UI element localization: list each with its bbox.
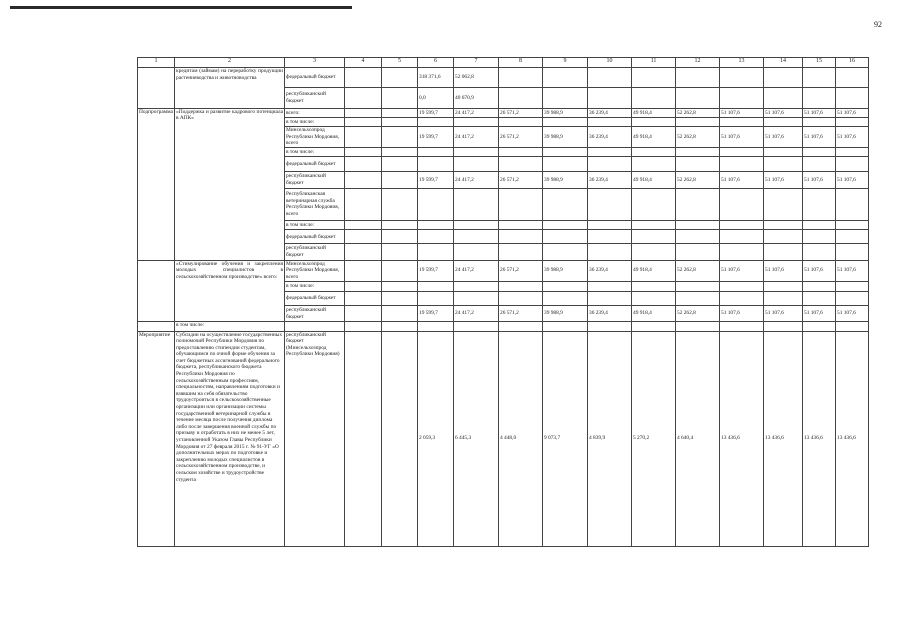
value-cell [454, 188, 499, 220]
value-cell: 0,0 [418, 88, 454, 108]
value-cell [632, 281, 676, 291]
value-cell [764, 322, 803, 331]
value-cell: 19 599,7 [418, 126, 454, 147]
value-cell [382, 68, 418, 88]
value-cell: 4 640,4 [676, 331, 720, 547]
value-cell [418, 221, 454, 230]
value-cell: 24 417,2 [454, 108, 499, 117]
value-cell [345, 230, 382, 244]
value-cell [543, 148, 588, 157]
value-cell [720, 88, 764, 108]
value-cell: 5 270,2 [632, 331, 676, 547]
column-header: 11 [632, 58, 676, 68]
value-cell [588, 230, 632, 244]
value-cell: 39 988,9 [543, 172, 588, 188]
value-cell [632, 291, 676, 305]
value-cell: 4 839,9 [588, 331, 632, 547]
value-cell: 26 571,2 [499, 260, 543, 281]
value-cell [720, 281, 764, 291]
value-cell [803, 221, 836, 230]
value-cell [543, 221, 588, 230]
value-cell [418, 157, 454, 172]
funding-source: республиканский бюджет (Минсельхозпрод Республики Мордовия) [285, 331, 345, 547]
value-cell [454, 157, 499, 172]
empty-cell [138, 322, 175, 331]
value-cell: 39 988,9 [543, 306, 588, 322]
value-cell [720, 148, 764, 157]
value-cell [382, 88, 418, 108]
table-row [138, 260, 869, 281]
value-cell [345, 306, 382, 322]
value-cell [588, 117, 632, 126]
column-header: 7 [454, 58, 499, 68]
value-cell: 51 107,6 [720, 126, 764, 147]
value-cell: 51 107,6 [803, 108, 836, 117]
value-cell: 51 107,6 [836, 306, 869, 322]
value-cell: 51 107,6 [764, 306, 803, 322]
column-header: 6 [418, 58, 454, 68]
value-cell: 26 571,2 [499, 306, 543, 322]
value-cell: 51 107,6 [764, 108, 803, 117]
value-cell [499, 157, 543, 172]
funding-source: республиканский бюджет [285, 88, 345, 108]
value-cell [382, 331, 418, 547]
value-cell [632, 68, 676, 88]
value-cell [632, 322, 676, 331]
value-cell [345, 108, 382, 117]
value-cell [588, 88, 632, 108]
value-cell: 51 107,6 [764, 260, 803, 281]
value-cell [632, 230, 676, 244]
column-header: 8 [499, 58, 543, 68]
value-cell [720, 322, 764, 331]
column-header: 5 [382, 58, 418, 68]
value-cell [764, 68, 803, 88]
measure-name: Субсидии на осуществление государственных полномочий Республики Мордовия по предоставлению стипендии студентам, обучающимся по очной форме обучения за счет бюджетных ассигнований федерального бюджета, республиканского бюджета Республики Мордовия по сельскохозяйственным профессиям, специальностям, направлениям подготовки и взявшим на себя обязательство трудоустроиться в сельскохозяйственные организации или организации системы государственной ветеринарной службы в течение месяца после получения диплома либо после завершения военной службы по призыву и отработать в них не менее 5 лет, установленной Указом Главы Республики Мордовия от 27 февраля 2015 г. № 91-УГ «О дополнительных мерах по подготовке и закреплению молодых специалистов в сельскохозяйственном производстве, и сельском хозяйстве и трудоустройстве студента [175, 331, 285, 547]
value-cell [382, 291, 418, 305]
value-cell [454, 117, 499, 126]
value-cell [499, 244, 543, 260]
value-cell: 19 599,7 [418, 172, 454, 188]
value-cell [382, 172, 418, 188]
value-cell [588, 188, 632, 220]
value-cell: 52 262,8 [676, 108, 720, 117]
value-cell [382, 322, 418, 331]
value-cell [836, 281, 869, 291]
value-cell [418, 322, 454, 331]
value-cell: 39 988,9 [543, 126, 588, 147]
value-cell [345, 117, 382, 126]
value-cell [764, 281, 803, 291]
funding-source: в том числе: [285, 117, 345, 126]
value-cell [543, 188, 588, 220]
value-cell [764, 88, 803, 108]
program-name: кредитам (займам) на переработку продукции растениеводства и животноводства [175, 68, 285, 109]
value-cell [764, 148, 803, 157]
value-cell [382, 281, 418, 291]
value-cell [345, 244, 382, 260]
value-cell [588, 148, 632, 157]
value-cell [345, 68, 382, 88]
value-cell: 51 107,6 [836, 260, 869, 281]
funding-source: республиканский бюджет [285, 244, 345, 260]
value-cell [588, 291, 632, 305]
value-cell: 52 262,8 [676, 306, 720, 322]
value-cell [543, 322, 588, 331]
column-header: 4 [345, 58, 382, 68]
value-cell: 51 107,6 [720, 172, 764, 188]
value-cell: 39 988,9 [543, 260, 588, 281]
value-cell: 51 107,6 [803, 260, 836, 281]
column-header: 16 [836, 58, 869, 68]
value-cell [418, 148, 454, 157]
value-cell [588, 221, 632, 230]
value-cell [803, 117, 836, 126]
value-cell [764, 244, 803, 260]
value-cell: 6 445,3 [454, 331, 499, 547]
value-cell: 49 918,4 [632, 172, 676, 188]
value-cell [803, 68, 836, 88]
value-cell [720, 244, 764, 260]
subprogram-label: Подпрограмма [138, 108, 175, 260]
value-cell [345, 148, 382, 157]
value-cell [499, 117, 543, 126]
value-cell [382, 221, 418, 230]
value-cell [499, 291, 543, 305]
value-cell: 36 239,4 [588, 306, 632, 322]
value-cell [764, 157, 803, 172]
value-cell [418, 117, 454, 126]
value-cell [454, 322, 499, 331]
value-cell [345, 126, 382, 147]
value-cell [543, 291, 588, 305]
value-cell [418, 281, 454, 291]
value-cell [345, 260, 382, 281]
value-cell [803, 244, 836, 260]
value-cell [836, 244, 869, 260]
value-cell [632, 88, 676, 108]
value-cell [382, 260, 418, 281]
value-cell [803, 281, 836, 291]
value-cell: 52 262,8 [676, 172, 720, 188]
value-cell: 36 239,4 [588, 172, 632, 188]
value-cell: 52 062,8 [454, 68, 499, 88]
value-cell [676, 157, 720, 172]
value-cell [632, 117, 676, 126]
value-cell: 13 436,6 [803, 331, 836, 547]
value-cell [543, 230, 588, 244]
value-cell [418, 188, 454, 220]
value-cell: 40 670,9 [454, 88, 499, 108]
value-cell: 51 107,6 [764, 172, 803, 188]
page-number: 92 [874, 20, 882, 29]
value-cell [588, 281, 632, 291]
funding-source: федеральный бюджет [285, 291, 345, 305]
column-header: 14 [764, 58, 803, 68]
value-cell [418, 230, 454, 244]
value-cell [543, 88, 588, 108]
column-header: 2 [175, 58, 285, 68]
value-cell: 26 571,2 [499, 126, 543, 147]
value-cell [543, 281, 588, 291]
measure-label: Мероприятие [138, 331, 175, 547]
value-cell [543, 68, 588, 88]
value-cell [764, 230, 803, 244]
value-cell [345, 281, 382, 291]
value-cell [454, 148, 499, 157]
value-cell [720, 117, 764, 126]
value-cell [836, 188, 869, 220]
value-cell [499, 221, 543, 230]
column-header: 10 [588, 58, 632, 68]
empty-cell [138, 68, 175, 109]
value-cell: 4 448,0 [499, 331, 543, 547]
funding-source: всего: [285, 108, 345, 117]
table-row [138, 331, 869, 547]
value-cell: 51 107,6 [764, 126, 803, 147]
value-cell [676, 68, 720, 88]
budget-table [137, 57, 869, 547]
value-cell [382, 157, 418, 172]
value-cell [836, 157, 869, 172]
value-cell: 13 436,6 [764, 331, 803, 547]
value-cell [454, 244, 499, 260]
event-name: «Стимулирование обучения и закрепления молодых специалистов в сельскохозяйственном производстве» всего: [175, 260, 285, 322]
value-cell [836, 117, 869, 126]
value-cell: 49 918,4 [632, 306, 676, 322]
value-cell [803, 188, 836, 220]
top-rule [10, 6, 352, 9]
value-cell [676, 244, 720, 260]
funding-source: Минсельхозпрод Республики Мордовия, всего [285, 126, 345, 147]
value-cell: 49 918,4 [632, 260, 676, 281]
value-cell: 13 436,6 [720, 331, 764, 547]
value-cell [632, 148, 676, 157]
value-cell [382, 126, 418, 147]
value-cell [836, 221, 869, 230]
value-cell [764, 117, 803, 126]
value-cell [803, 230, 836, 244]
value-cell [803, 88, 836, 108]
empty-cell [138, 260, 175, 322]
value-cell: 51 107,6 [803, 126, 836, 147]
value-cell: 2 059,3 [418, 331, 454, 547]
value-cell [803, 291, 836, 305]
value-cell [345, 221, 382, 230]
value-cell: 52 262,8 [676, 126, 720, 147]
value-cell [632, 221, 676, 230]
subprogram-name: «Поддержка и развитие кадрового потенциала в АПК» [175, 108, 285, 260]
table-row [138, 108, 869, 117]
value-cell [345, 291, 382, 305]
column-header: 12 [676, 58, 720, 68]
value-cell [499, 230, 543, 244]
value-cell: 26 571,2 [499, 172, 543, 188]
value-cell [285, 322, 345, 331]
funding-source: федеральный бюджет [285, 230, 345, 244]
value-cell [720, 230, 764, 244]
value-cell [720, 221, 764, 230]
value-cell [499, 68, 543, 88]
value-cell [382, 117, 418, 126]
value-cell [676, 188, 720, 220]
value-cell [345, 172, 382, 188]
value-cell: 51 107,6 [720, 108, 764, 117]
value-cell: 51 107,6 [720, 306, 764, 322]
value-cell: 36 239,4 [588, 108, 632, 117]
column-header: 9 [543, 58, 588, 68]
value-cell: 49 918,4 [632, 108, 676, 117]
value-cell [382, 244, 418, 260]
value-cell: 36 239,4 [588, 126, 632, 147]
value-cell: 24 417,2 [454, 126, 499, 147]
value-cell [345, 157, 382, 172]
value-cell [764, 221, 803, 230]
value-cell: 13 436,6 [836, 331, 869, 547]
value-cell: 9 073,7 [543, 331, 588, 547]
value-cell [588, 322, 632, 331]
value-cell [632, 157, 676, 172]
value-cell [836, 88, 869, 108]
value-cell [676, 230, 720, 244]
value-cell: 51 107,6 [836, 172, 869, 188]
value-cell [676, 281, 720, 291]
funding-source: в том числе: [285, 221, 345, 230]
value-cell [499, 88, 543, 108]
value-cell [543, 244, 588, 260]
value-cell [764, 188, 803, 220]
value-cell [720, 188, 764, 220]
column-header: 15 [803, 58, 836, 68]
funding-source: республиканский бюджет [285, 172, 345, 188]
value-cell [382, 230, 418, 244]
value-cell [720, 291, 764, 305]
value-cell [499, 148, 543, 157]
value-cell [803, 157, 836, 172]
value-cell: 26 571,2 [499, 108, 543, 117]
value-cell: 19 599,7 [418, 108, 454, 117]
value-cell [454, 291, 499, 305]
value-cell: 39 988,9 [543, 108, 588, 117]
value-cell [382, 108, 418, 117]
column-header: 1 [138, 58, 175, 68]
column-header: 3 [285, 58, 345, 68]
value-cell [345, 88, 382, 108]
header-row [138, 58, 869, 68]
value-cell: 51 107,6 [803, 306, 836, 322]
value-cell [764, 291, 803, 305]
value-cell [676, 88, 720, 108]
funding-source: в том числе: [285, 148, 345, 157]
value-cell [588, 157, 632, 172]
value-cell [345, 322, 382, 331]
funding-source: в том числе: [285, 281, 345, 291]
value-cell [345, 331, 382, 547]
value-cell [676, 117, 720, 126]
value-cell [345, 188, 382, 220]
value-cell [836, 230, 869, 244]
value-cell [382, 148, 418, 157]
value-cell [499, 188, 543, 220]
value-cell [418, 291, 454, 305]
value-cell [543, 157, 588, 172]
value-cell: 24 417,2 [454, 260, 499, 281]
value-cell [836, 148, 869, 157]
value-cell [632, 244, 676, 260]
value-cell [454, 221, 499, 230]
value-cell [836, 68, 869, 88]
table-row [138, 68, 869, 88]
value-cell [676, 322, 720, 331]
value-cell: 19 599,7 [418, 306, 454, 322]
value-cell [454, 281, 499, 291]
funding-source: Минсельхозпрод Республики Мордовия, всего [285, 260, 345, 281]
value-cell: 19 599,7 [418, 260, 454, 281]
funding-source: Республиканская ветеринарная служба Республики Мордовия, всего [285, 188, 345, 220]
value-cell: 51 107,6 [803, 172, 836, 188]
value-cell [382, 188, 418, 220]
value-cell: 36 239,4 [588, 260, 632, 281]
table-row [138, 322, 869, 331]
value-cell [836, 322, 869, 331]
value-cell [676, 221, 720, 230]
value-cell: 51 107,6 [720, 260, 764, 281]
value-cell [676, 291, 720, 305]
value-cell: 24 417,2 [454, 172, 499, 188]
value-cell [454, 230, 499, 244]
value-cell: 51 107,6 [836, 108, 869, 117]
funding-source: федеральный бюджет [285, 157, 345, 172]
value-cell: 52 262,8 [676, 260, 720, 281]
funding-source: республиканский бюджет [285, 306, 345, 322]
value-cell [588, 244, 632, 260]
value-cell [499, 281, 543, 291]
value-cell [543, 117, 588, 126]
value-cell [418, 244, 454, 260]
value-cell [803, 148, 836, 157]
value-cell [499, 322, 543, 331]
value-cell: 24 417,2 [454, 306, 499, 322]
value-cell: 318 371,6 [418, 68, 454, 88]
value-cell: 51 107,6 [836, 126, 869, 147]
column-header: 13 [720, 58, 764, 68]
value-cell: 49 918,4 [632, 126, 676, 147]
value-cell [632, 188, 676, 220]
value-cell [836, 291, 869, 305]
value-cell [588, 68, 632, 88]
incl-label: в том числе: [175, 322, 285, 331]
value-cell [676, 148, 720, 157]
value-cell [720, 157, 764, 172]
value-cell [382, 306, 418, 322]
value-cell [720, 68, 764, 88]
funding-source: федеральный бюджет [285, 68, 345, 88]
value-cell [803, 322, 836, 331]
